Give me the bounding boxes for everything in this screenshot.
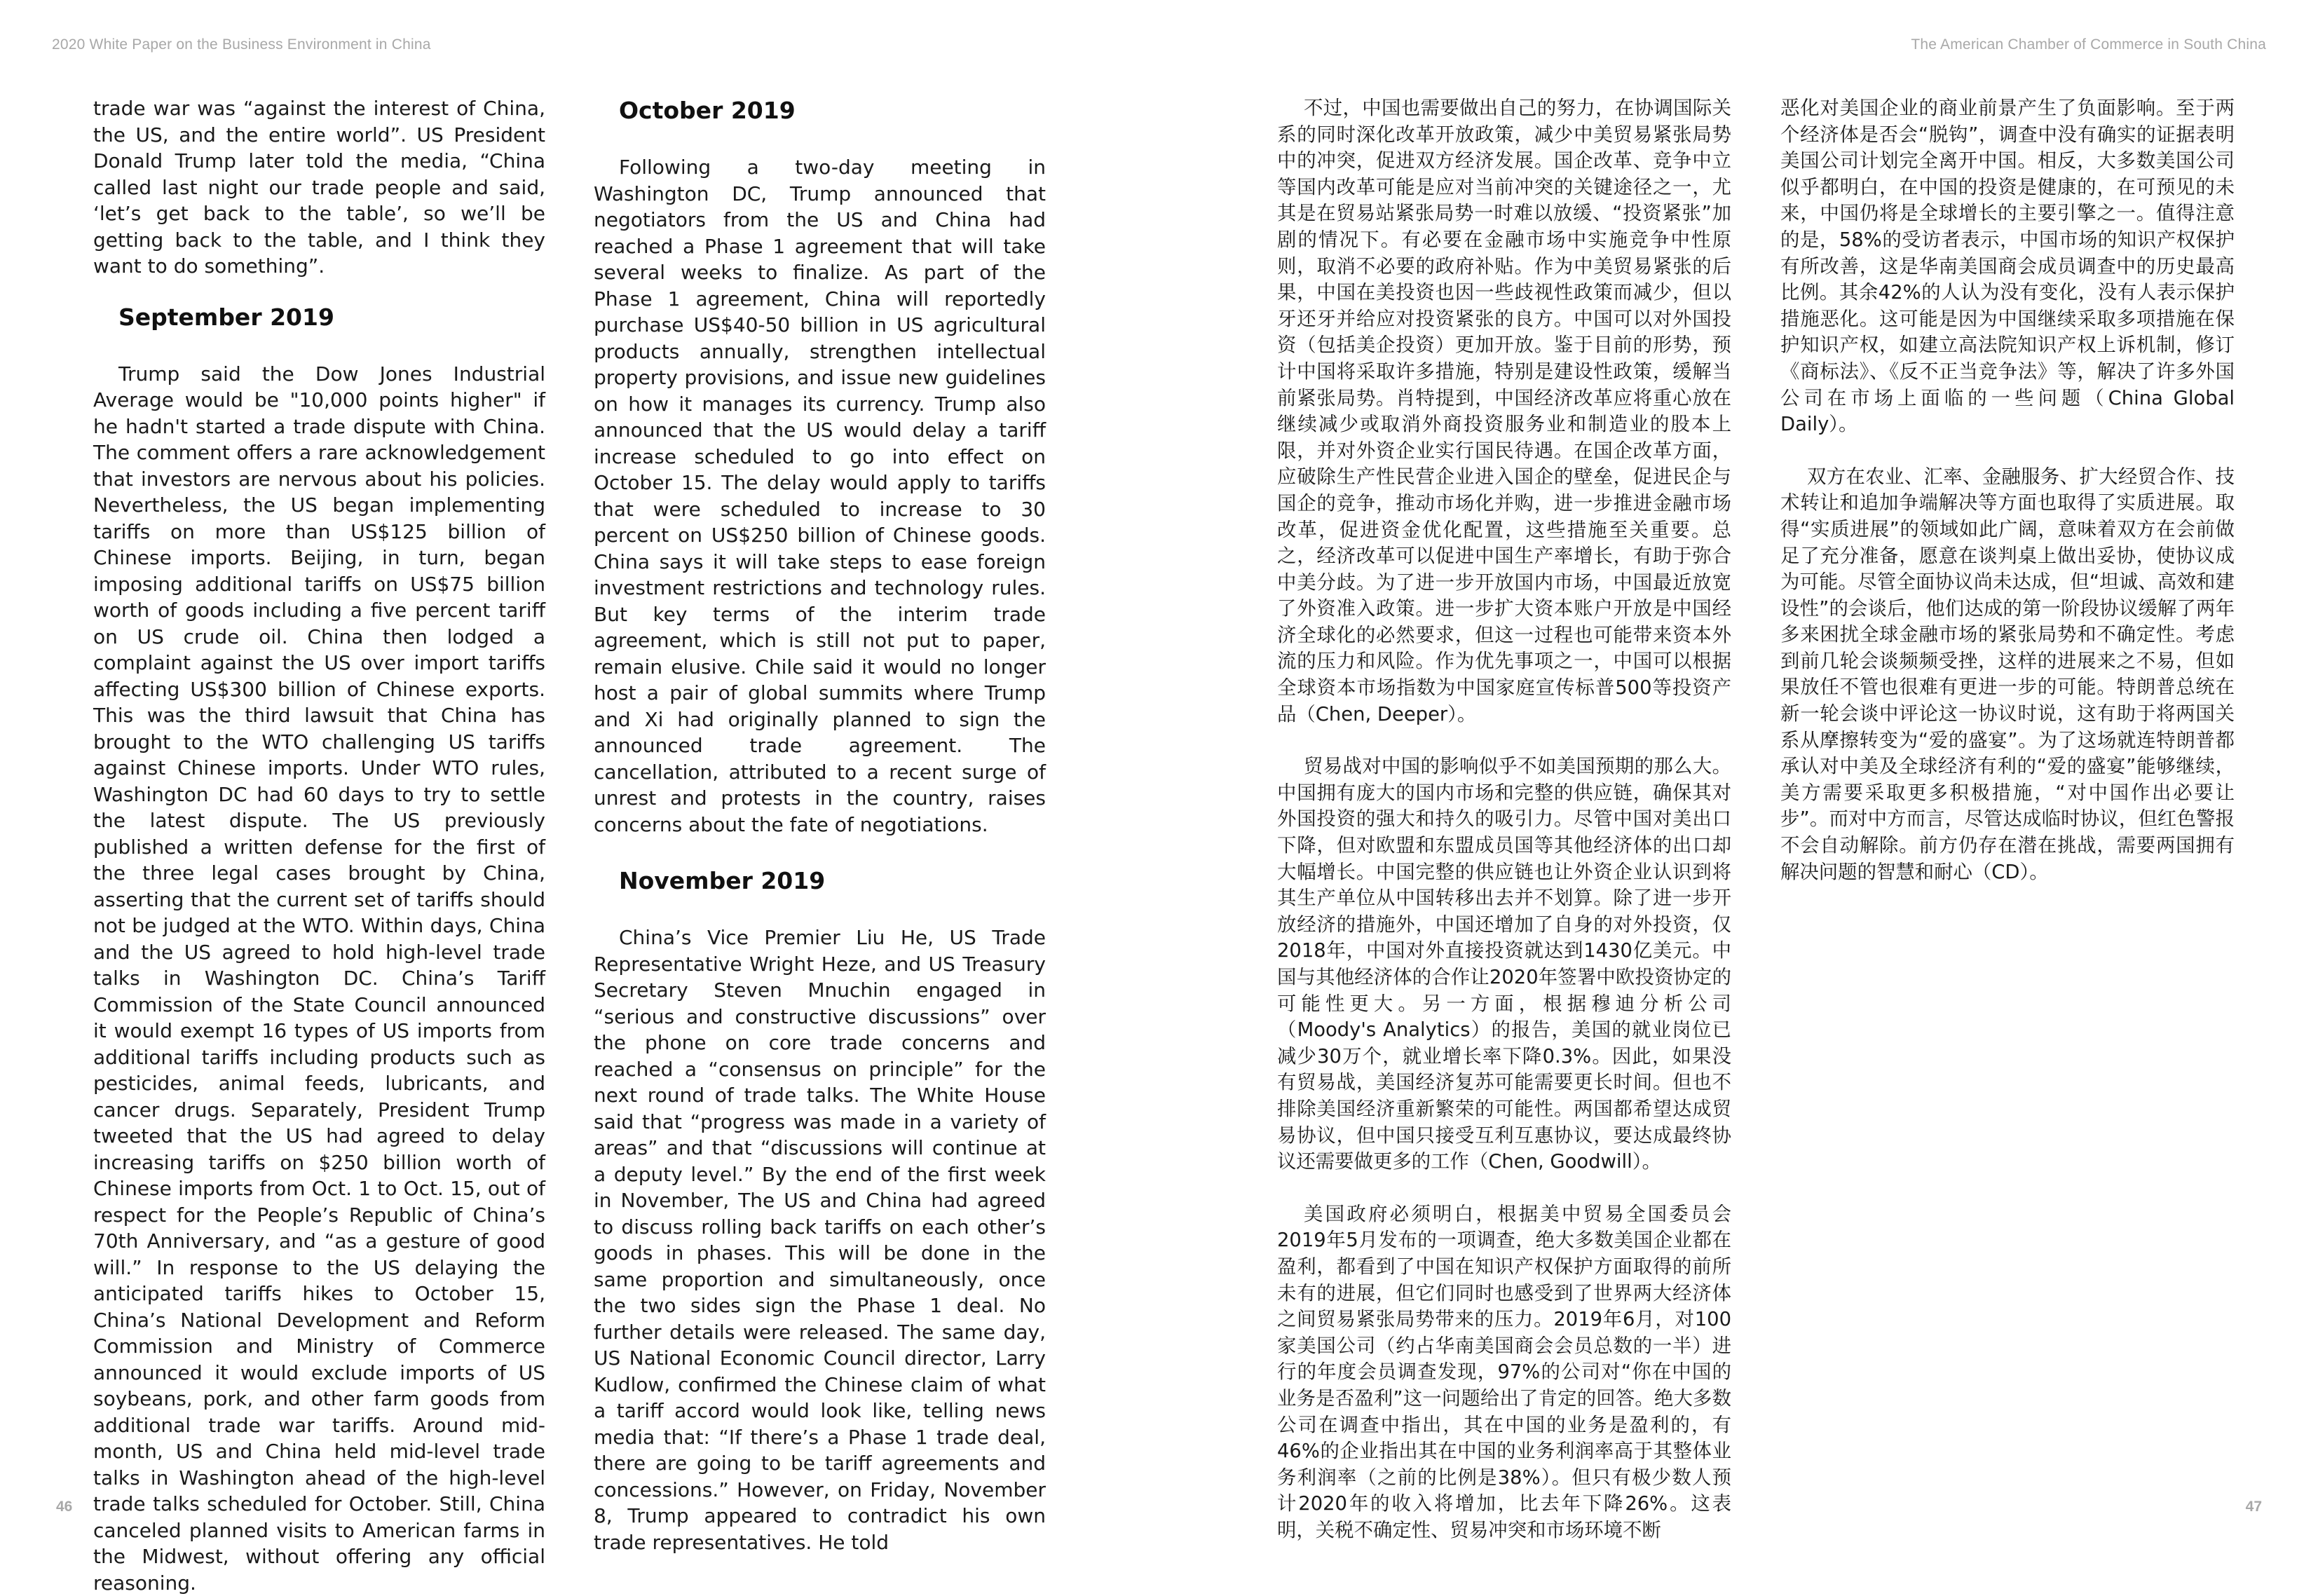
- paragraph-october-2019: Following a two-day meeting in Washington DC, Trump announced that negotiators from the US and China had reached a Phase 1 agreement that will take several weeks to finalize. As part of the Phase 1 agreement, China will reportedly purchase US$40-50 billion in US agricultural products annually, strengthen intellectual property provisions, and issue new guidelines on how it manages its currency. Trump also announced that the US would delay a tariff increase scheduled to go into effect on October 15. The delay would apply to tariffs that were scheduled to increase to 30 percent on US$250 billion of Chinese goods. China says it will take steps to ease foreign investment restrictions and technology rules. But key terms of the interim trade agreement, which is still not put to paper, remain elusive. Chile said it would no longer host a pair of global summits where Trump and Xi had originally planned to sign the announced trade agreement. The cancellation, attributed to a recent surge of unrest and protests in the country, raises concerns about the fate of negotiations.: [594, 154, 1046, 838]
- heading-november-2019: November 2019: [619, 866, 1046, 896]
- paragraph-november-2019: China’s Vice Premier Liu He, US Trade Representative Wright Heze, and US Treasury Secretary Steven Mnuchin engaged in “serious and constructive discussions” over the phone on core trade concerns and reached a “consensus on principle” for the next round of trade talks. The White House said that “progress was made in a variety of areas” and that “discussions will continue at a deputy level.” By the end of the first week in November, The US and China had agreed to discuss rolling back tariffs on each other’s goods in phases. This will be done in the same proportion and simultaneously, once the two sides sign the Phase 1 deal. No further details were released. The same day, US National Economic Council director, Larry Kudlow, confirmed the Chinese claim of what a tariff accord would look like, telling news media that: “If there’s a Phase 1 trade deal, there are going to be tariff agreements and concessions.” However, on Friday, November 8, Trump appeared to contradict his own trade representatives. He told: [594, 925, 1046, 1555]
- paragraph-zh-outlook: 恶化对美国企业的商业前景产生了负面影响。至于两个经济体是否会“脱钩”，调查中没有确实的证据表明美国公司计划完全离开中国。相反，大多数美国公司似乎都明白，在中国的投资是健康的，在可预见的未来，中国仍将是全球增长的主要引擎之一。值得注意的是，58%的受访者表示，中国市场的知识产权保护有所改善，这是华南美国商会成员调查中的历史最高比例。其余42%的人认为没有变化，没有人表示保护措施恶化。这可能是因为中国继续采取多项措施在保护知识产权，如建立高法院知识产权上诉机制，修订《商标法》、《反不正当竞争法》等，解决了许多外国公司在市场上面临的一些问题（China Global Daily）。: [1780, 95, 2235, 438]
- paragraph-zh-reform: 不过，中国也需要做出自己的努力，在协调国际关系的同时深化改革开放政策，减少中美贸易紧张局势中的冲突，促进双方经济发展。国企改革、竞争中立等国内改革可能是应对当前冲突的关键途径之一，尤其是在贸易站紧张局势一时难以放缓、“投资紧张”加剧的情况下。有必要在金融市场中实施竞争中性原则，取消不必要的政府补贴。作为中美贸易紧张的后果，中国在美投资也因一些歧视性政策而减少，但以牙还牙并给应对投资紧张的良方。中国可以对外国投资（包括美企投资）更加开放。鉴于目前的形势，预计中国将采取许多措施，特别是建设性政策，缓解当前紧张局势。肖特提到，中国经济改革应将重心放在继续减少或取消外商投资服务业和制造业的股本上限，并对外资企业实行国民待遇。在国企改革方面，应破除生产性民营企业进入国企的壁垒，促进民企与国企的竞争，推动市场化并购，进一步推进金融市场改革，促进资金优化配置，这些措施至关重要。总之，经济改革可以促进中国生产率增长，有助于弥合中美分歧。为了进一步开放国内市场，中国最近放宽了外资准入政策。进一步扩大资本账户开放是中国经济全球化的必然要求，但这一过程也可能带来资本外流的压力和风险。作为优先事项之一，中国可以根据全球资本市场指数为中国家庭宣传标普500等投资产品（Chen, Deeper）。: [1277, 95, 1731, 728]
- paragraph-trade-war-intro: trade war was “against the interest of China, the US, and the entire world”. US President Donald Trump later told the media, “China called last night our trade people and said, ‘let’s get back to the table’, so we’ll be getting back to the table, and I think they want to do something”.: [93, 95, 545, 280]
- chinese-column-1: [1277, 95, 1731, 1543]
- paragraph-zh-impact: 贸易战对中国的影响似乎不如美国预期的那么大。中国拥有庞大的国内市场和完整的供应链，确保其对外国投资的强大和持久的吸引力。尽管中国对美出口下降，但对欧盟和东盟成员国等其他经济体的出口却大幅增长。中国完整的供应链也让外资企业认识到将其生产单位从中国转移出去并不划算。除了进一步开放经济的措施外，中国还增加了自身的对外投资，仅2018年，中国对外直接投资就达到1430亿美元。中国与其他经济体的合作让2020年签署中欧投资协定的可能性更大。另一方面，根据穆迪分析公司（Moody's Analytics）的报告，美国的就业岗位已减少30万个，就业增长率下降0.3%。因此，如果没有贸易战，美国经济复苏可能需要更长时间。但也不排除美国经济重新繁荣的可能性。两国都希望达成贸易协议，但中国只接受互利互惠协议，要达成最终协议还需要做更多的工作（Chen, Goodwill）。: [1277, 753, 1731, 1175]
- heading-september-2019: September 2019: [118, 302, 545, 333]
- english-column-2: [594, 95, 1046, 1555]
- english-column-1: [93, 95, 545, 1596]
- running-header-left: 2020 White Paper on the Business Environment in China: [52, 36, 431, 53]
- paragraph-september-2019: Trump said the Dow Jones Industrial Average would be "10,000 points higher" if he hadn't started a trade dispute with China. The comment offers a rare acknowledgement that investors are nervous about his policies. Nevertheless, the US began implementing tariffs on more than US$125 billion of Chinese imports. Beijing, in turn, began imposing additional tariffs on US$75 billion worth of goods including a five percent tariff on US crude oil. China then lodged a complaint against the US over import tariffs affecting US$300 billion of Chinese exports. This was the third lawsuit that China has brought to the WTO challenging US tariffs against Chinese imports. Under WTO rules, Washington DC had 60 days to try to settle the latest dispute. The US previously published a written defense for the first of the three legal cases brought by China, asserting that the current set of tariffs should not be judged at the WTO. Within days, China and the US agreed to hold high-level trade talks in Washington DC. China’s Tariff Commission of the State Council announced it would exempt 16 types of US imports from additional tariffs including products such as pesticides, animal feeds, lubricants, and cancer drugs. Separately, President Trump tweeted that the US had agreed to delay increasing tariffs on $250 billion worth of Chinese imports from Oct. 1 to Oct. 15, out of respect for the People’s Republic of China’s 70th Anniversary, and “as a gesture of good will.” In response to the US delaying the anticipated tariffs hikes to October 15, China’s National Development and Reform Commission and Ministry of Commerce announced it would exclude imports of US soybeans, pork, and other farm goods from additional trade war tariffs. Around mid-month, US and China held mid-level trade talks in Washington ahead of the high-level trade talks scheduled for October. Still, China canceled planned visits to American farms in the Midwest, without offering any official reasoning.: [93, 361, 545, 1596]
- chinese-column-2: [1780, 95, 2235, 885]
- page-number-left: 46: [56, 1499, 72, 1515]
- paragraph-zh-progress: 双方在农业、汇率、金融服务、扩大经贸合作、技术转让和追加争端解决等方面也取得了实质进展。取得“实质进展”的领域如此广阔，意味着双方在会前做足了充分准备，愿意在谈判桌上做出妥协，使协议成为可能。尽管全面协议尚未达成，但“坦诚、高效和建设性”的会谈后，他们达成的第一阶段协议缓解了两年多来困扰全球金融市场的紧张局势和不确定性。考虑到前几轮会谈频频受挫，这样的进展来之不易，但如果放任不管也很难有更进一步的可能。特朗普总统在新一轮会谈中评论这一协议时说，这有助于将两国关系从摩擦转变为“爱的盛宴”。为了这场就连特朗普都承认对中美及全球经济有利的“爱的盛宴”能够继续，美方需要采取更多积极措施，“对中国作出必要让步”。而对中方而言，尽管达成临时协议，但红色警报不会自动解除。前方仍存在潜在挑战，需要两国拥有解决问题的智慧和耐心（CD）。: [1780, 464, 2235, 886]
- running-header-right: The American Chamber of Commerce in South China: [1911, 36, 2266, 53]
- paragraph-zh-survey: 美国政府必须明白，根据美中贸易全国委员会2019年5月发布的一项调查，绝大多数美国企业都在盈利，都看到了中国在知识产权保护方面取得的前所未有的进展，但它们同时也感受到了世界两大经济体之间贸易紧张局势带来的压力。2019年6月，对100家美国公司（约占华南美国商会会员总数的一半）进行的年度会员调查发现，97%的公司对“你在中国的业务是否盈利”这一问题给出了肯定的回答。绝大多数公司在调查中指出，其在中国的业务是盈利的，有46%的企业指出其在中国的业务利润率高于其整体业务利润率（之前的比例是38%）。但只有极少数人预计2020年的收入将增加，比去年下降26%。这表明，关税不确定性、贸易冲突和市场环境不断: [1277, 1201, 1731, 1544]
- heading-october-2019: October 2019: [619, 95, 1046, 126]
- page-number-right: 47: [2246, 1499, 2262, 1515]
